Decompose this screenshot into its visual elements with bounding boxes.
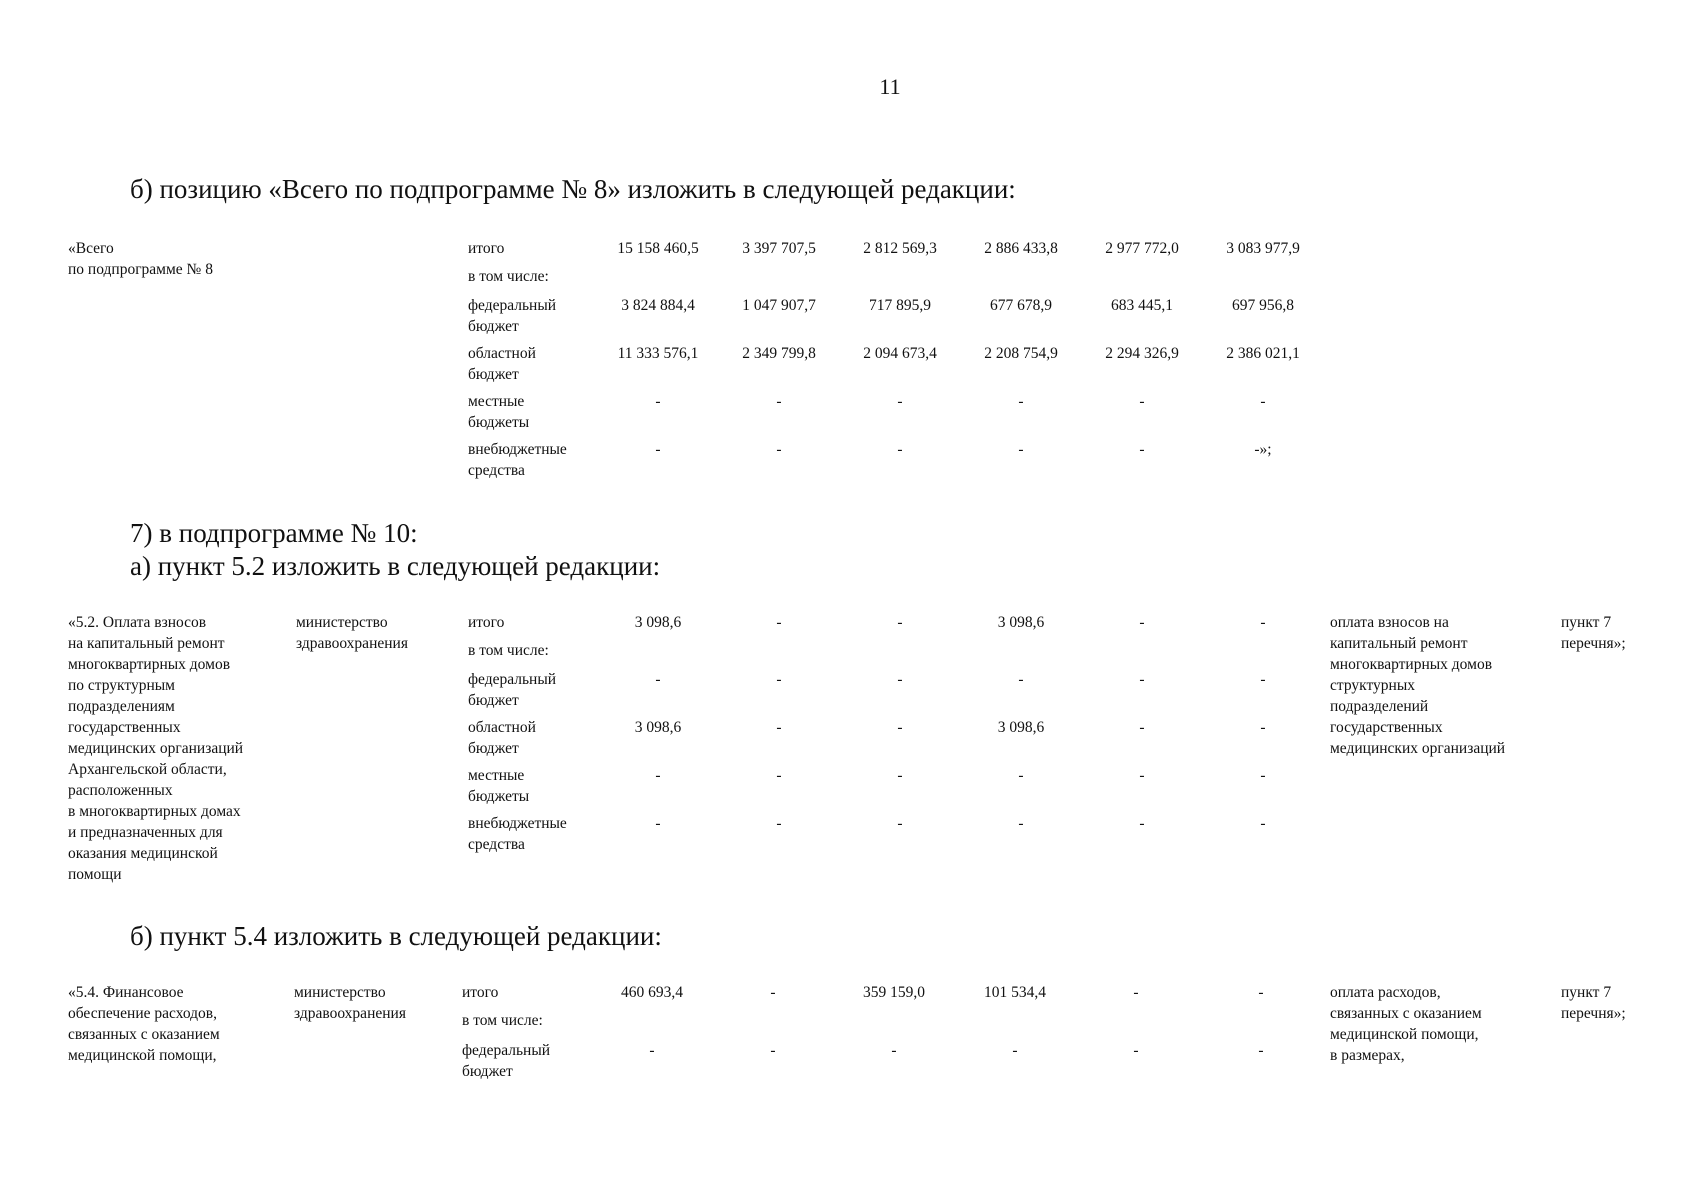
cell-value: -	[776, 614, 782, 631]
cell-value: -	[897, 815, 903, 832]
heading-subprogram-10: 7) в подпрограмме № 10:	[130, 518, 418, 548]
cell-value: 3 824 884,4	[621, 297, 695, 314]
row-name: «Всего по подпрограмме № 8	[68, 240, 213, 278]
cell-value: 101 534,4	[984, 984, 1046, 1001]
cell-value: 1 047 907,7	[742, 297, 816, 314]
row-label-regional: областной бюджет	[468, 719, 536, 757]
cell-value: -	[897, 719, 903, 736]
row-label-local: местные бюджеты	[468, 767, 530, 805]
cell-value: -	[1018, 815, 1024, 832]
cell-value: -	[897, 767, 903, 784]
heading-item-5-4: б) пункт 5.4 изложить в следующей редакции:	[130, 921, 662, 951]
cell-value: -	[1260, 393, 1266, 410]
cell-value: -	[897, 614, 903, 631]
cell-value: -	[1260, 815, 1266, 832]
cell-value: -	[897, 441, 903, 458]
cell-value: -	[776, 671, 782, 688]
cell-value: -	[770, 1042, 776, 1059]
cell-value: -	[1260, 614, 1266, 631]
cell-value: -	[1139, 393, 1145, 410]
cell-value: 677 678,9	[990, 297, 1052, 314]
cell-value: 3 098,6	[997, 614, 1045, 631]
cell-value: 359 159,0	[863, 984, 925, 1001]
cell-value: 717 895,9	[869, 297, 931, 314]
cell-value: 3 098,6	[634, 719, 682, 736]
executor: министерство здравоохранения	[296, 614, 408, 652]
cell-value: -	[1133, 984, 1139, 1001]
heading-item-5-2: а) пункт 5.2 изложить в следующей редакции:	[130, 551, 661, 581]
cell-value: -	[1012, 1042, 1018, 1059]
cell-value: -	[1139, 719, 1145, 736]
cell-value: -	[1260, 719, 1266, 736]
cell-value: -	[649, 1042, 655, 1059]
cell-value: -	[1139, 815, 1145, 832]
cell-value: 2 094 673,4	[863, 345, 937, 362]
cell-value: -	[1258, 1042, 1264, 1059]
row-label-extrabudget: внебюджетные средства	[468, 815, 567, 853]
cell-value: -	[1018, 671, 1024, 688]
cell-value: -	[897, 393, 903, 410]
reference: пункт 7 перечня»;	[1561, 614, 1626, 652]
cell-value: 2 208 754,9	[984, 345, 1058, 362]
cell-value: -	[1133, 1042, 1139, 1059]
cell-value: -	[776, 719, 782, 736]
cell-value: -»;	[1254, 441, 1272, 458]
row-label-regional: областной бюджет	[468, 345, 536, 383]
cell-value: 683 445,1	[1111, 297, 1173, 314]
cell-value: -	[776, 393, 782, 410]
row-label-total: итого	[468, 614, 505, 631]
cell-value: -	[1139, 671, 1145, 688]
reference: пункт 7 перечня»;	[1561, 984, 1626, 1022]
row-label-including: в том числе:	[468, 268, 549, 285]
row-label-federal: федеральный бюджет	[462, 1042, 551, 1080]
cell-value: -	[776, 767, 782, 784]
row-label-including: в том числе:	[462, 1012, 543, 1029]
cell-value: 15 158 460,5	[617, 240, 699, 257]
cell-value: -	[655, 671, 661, 688]
cell-value: 697 956,8	[1232, 297, 1294, 314]
cell-value: -	[891, 1042, 897, 1059]
cell-value: 2 812 569,3	[863, 240, 937, 257]
cell-value: -	[1018, 767, 1024, 784]
measure-name: «5.4. Финансовое обеспечение расходов, связанных с оказанием медицинской помощи,	[68, 984, 220, 1064]
row-label-including: в том числе:	[468, 642, 549, 659]
cell-value: 11 333 576,1	[617, 345, 699, 362]
cell-value: 2 977 772,0	[1105, 240, 1179, 257]
cell-value: -	[1260, 671, 1266, 688]
cell-value: 3 098,6	[634, 614, 682, 631]
cell-value: -	[770, 984, 776, 1001]
cell-value: -	[655, 767, 661, 784]
cell-value: -	[655, 441, 661, 458]
cell-value: 2 294 326,9	[1105, 345, 1179, 362]
expected-result: оплата расходов, связанных с оказанием медицинской помощи, в размерах,	[1330, 984, 1482, 1064]
row-label-total: итого	[468, 240, 505, 257]
cell-value: -	[1139, 614, 1145, 631]
row-label-federal: федеральный бюджет	[468, 671, 557, 709]
page-number: 11	[879, 74, 901, 99]
cell-value: 460 693,4	[621, 984, 683, 1001]
row-label-extrabudget: внебюджетные средства	[468, 441, 567, 479]
cell-value: 3 098,6	[997, 719, 1045, 736]
heading-position-total: б) позицию «Всего по подпрограмме № 8» изложить в следующей редакции:	[130, 174, 1016, 204]
cell-value: 3 397 707,5	[742, 240, 816, 257]
cell-value: -	[776, 441, 782, 458]
cell-value: 3 083 977,9	[1226, 240, 1300, 257]
cell-value: -	[897, 671, 903, 688]
measure-name: «5.2. Оплата взносов на капитальный ремонт многоквартирных домов по структурным подразделениям государственных медицинских организаций Архангельской области, расположенных в многоквартирных домах и предназначенных для оказания медицинской помощи	[68, 614, 244, 883]
cell-value: -	[1258, 984, 1264, 1001]
cell-value: -	[1018, 393, 1024, 410]
cell-value: -	[776, 815, 782, 832]
cell-value: -	[655, 815, 661, 832]
row-label-total: итого	[462, 984, 499, 1001]
row-label-local: местные бюджеты	[468, 393, 530, 431]
cell-value: -	[1139, 767, 1145, 784]
cell-value: 2 349 799,8	[742, 345, 816, 362]
row-label-federal: федеральный бюджет	[468, 297, 557, 335]
cell-value: -	[655, 393, 661, 410]
cell-value: -	[1260, 767, 1266, 784]
executor: министерство здравоохранения	[294, 984, 406, 1022]
cell-value: 2 886 433,8	[984, 240, 1058, 257]
cell-value: -	[1139, 441, 1145, 458]
cell-value: 2 386 021,1	[1226, 345, 1300, 362]
expected-result: оплата взносов на капитальный ремонт многоквартирных домов структурных подразделений государственных медицинских организаций	[1330, 614, 1506, 757]
cell-value: -	[1018, 441, 1024, 458]
